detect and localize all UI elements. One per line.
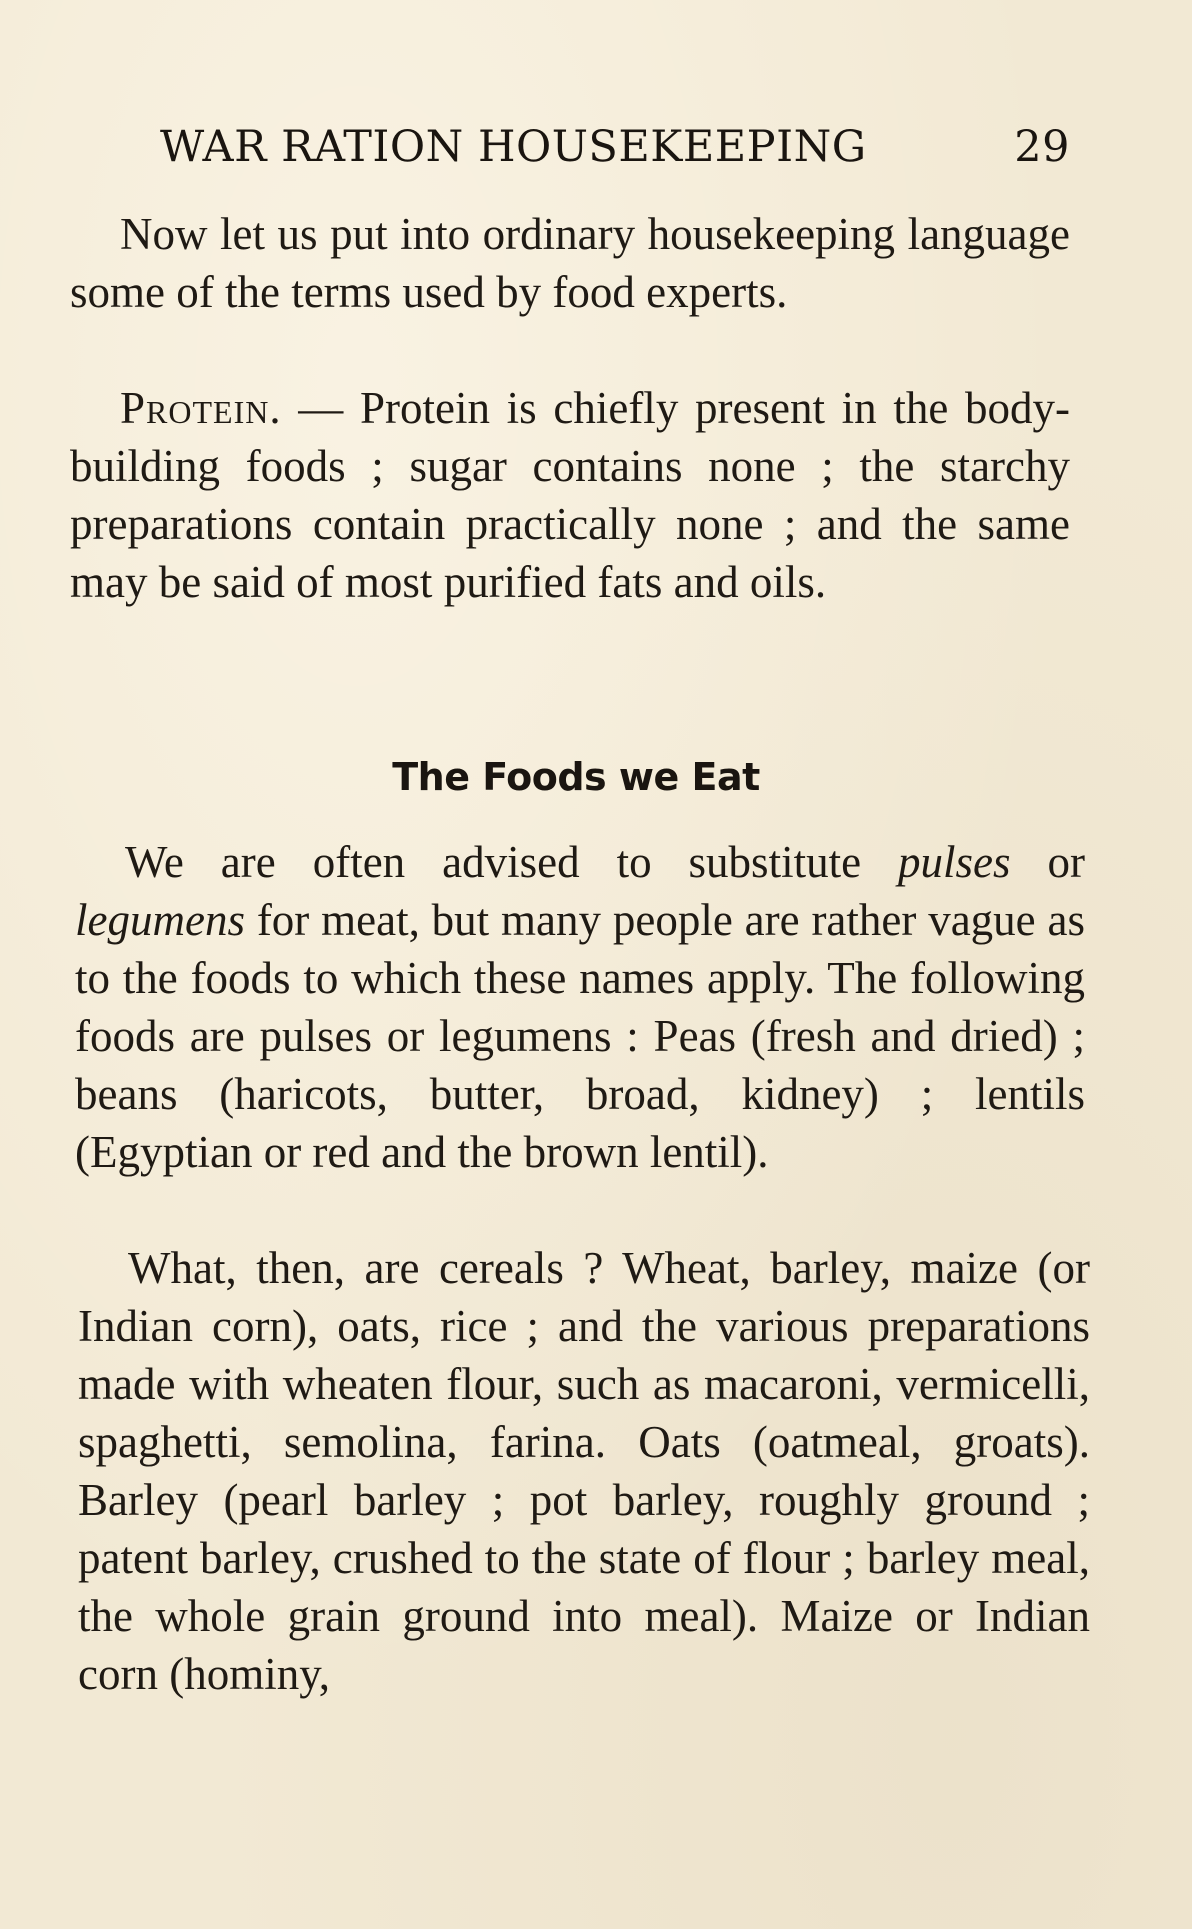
pulses-text-a: We are often advised to substitute — [125, 837, 899, 887]
protein-body: Protein is chiefly present in the body-building foods ; sugar contains none ; the starchy preparations contain practically none ; and the same may be said of most purified fats and oils. — [70, 383, 1070, 607]
paragraph-cereals — [78, 1239, 1090, 1703]
pulses-text-b: or — [1010, 837, 1085, 887]
em-dash: — — [281, 383, 360, 433]
paragraph-intro — [70, 205, 1070, 321]
page-number: 29 — [1014, 122, 1070, 172]
running-head — [160, 122, 1070, 172]
term-legumens: legumens — [75, 895, 245, 945]
paragraph-protein — [70, 379, 1070, 611]
pulses-text-c: for meat, but many people are rather vague as to the foods to which these names apply. The following foods are pulses or legumens : Peas (fresh and dried) ; beans (haricots, butter, broad, kidney) ; lentils (Egyptian or red and the brown lentil). — [75, 895, 1085, 1177]
section-heading: The Foods we Eat — [392, 755, 760, 799]
term-pulses: pulses — [898, 837, 1011, 887]
paragraph-text: Now let us put into ordinary housekeeping language some of the terms used by food experts. — [70, 209, 1070, 317]
running-head-title: WAR RATION HOUSEKEEPING — [160, 122, 867, 172]
cereals-text: What, then, are cereals ? Wheat, barley, maize (or Indian corn), oats, rice ; and the various preparations made with wheaten flour, such as macaroni, vermicelli, spaghetti, semolina, farina. Oats (oatmeal, groats). Barley (pearl barley ; pot barley, roughly ground ; patent barley, crushed to the state of flour ; barley meal, the whole grain ground into meal). Maize or Indian corn (hominy, — [78, 1243, 1090, 1699]
protein-lead-term: Protein. — [120, 383, 282, 433]
paragraph-pulses — [75, 833, 1085, 1181]
